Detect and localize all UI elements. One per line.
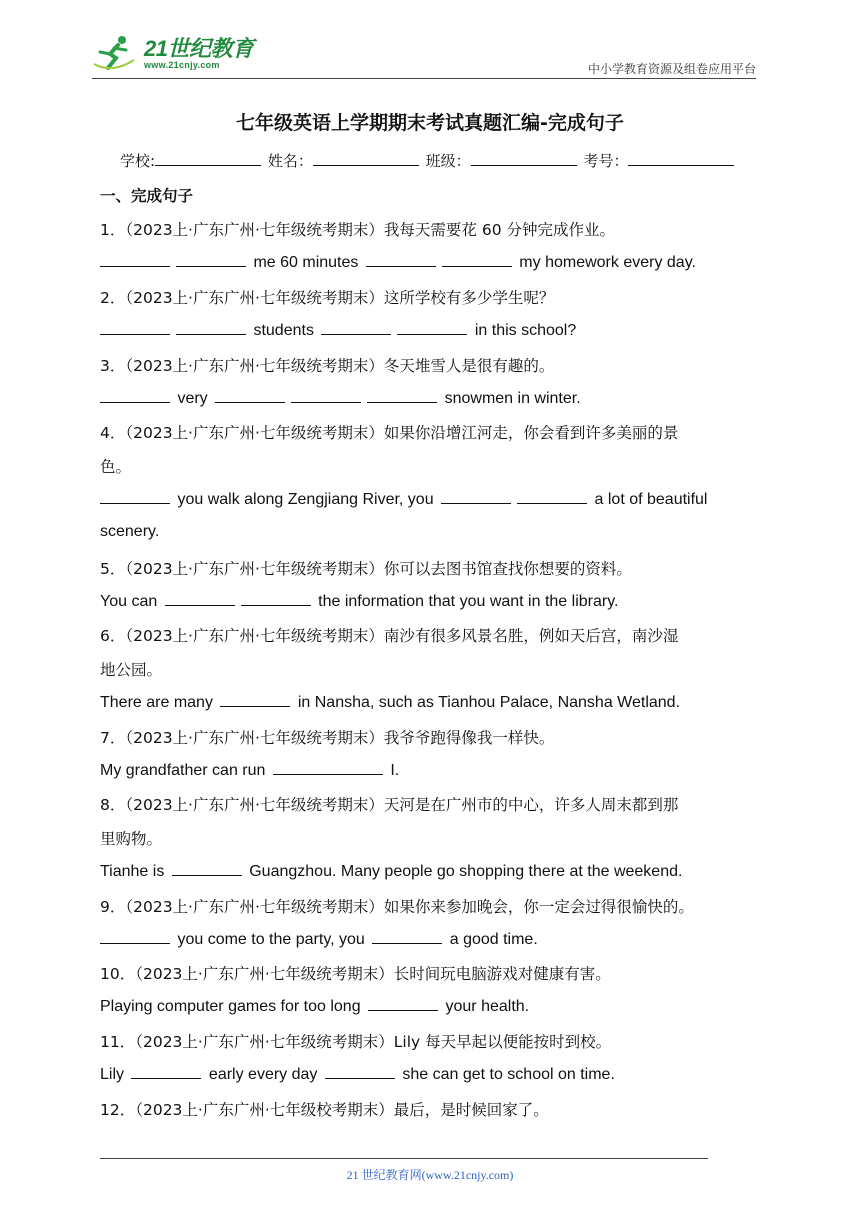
- student-info-row: [120, 150, 736, 171]
- answer-blank[interactable]: [366, 252, 436, 267]
- answer-blank[interactable]: [372, 929, 442, 944]
- header-tagline: 中小学教育资源及组卷应用平台: [587, 62, 756, 76]
- answer-blank[interactable]: [176, 320, 246, 335]
- question-2-prompt: 2．（2023上·广东广州·七年级统考期末）这所学校有多少学生呢？: [100, 289, 555, 307]
- question-7-prompt: 7．（2023上·广东广州·七年级统考期末）我爷爷跑得像我一样快。: [100, 729, 555, 747]
- question-1-sentence: [100, 252, 696, 272]
- question-6-prompt: 6．（2023上·广东广州·七年级统考期末）南沙有很多风景名胜，例如天后宫，南沙湿: [100, 627, 679, 645]
- number-blank[interactable]: [628, 151, 734, 166]
- sentence-text: You can: [100, 593, 158, 610]
- answer-blank[interactable]: [176, 252, 246, 267]
- site-logo: [92, 30, 262, 74]
- question-10-prompt: 10．（2023上·广东广州·七年级统考期末）长时间玩电脑游戏对健康有害。: [100, 965, 611, 983]
- question-5-prompt: 5．（2023上·广东广州·七年级统考期末）你可以去图书馆查找你想要的资料。: [100, 560, 632, 578]
- sentence-text: There are many: [100, 694, 213, 711]
- question-8-prompt-cont: 里购物。: [100, 830, 163, 848]
- answer-blank[interactable]: [367, 388, 437, 403]
- header-divider: [92, 78, 756, 79]
- answer-blank[interactable]: [172, 861, 242, 876]
- sentence-text: Lily: [100, 1066, 125, 1083]
- question-6-sentence: [100, 692, 680, 712]
- answer-blank[interactable]: [241, 591, 311, 606]
- name-label: 姓名：: [267, 152, 313, 170]
- sentence-text: a lot of beautiful: [594, 491, 708, 508]
- question-7-sentence: [100, 760, 399, 780]
- question-11-sentence: [100, 1064, 615, 1084]
- sentence-text: she can get to school on time.: [402, 1066, 615, 1083]
- sentence-text: Guangzhou. Many people go shopping there at the weekend.: [249, 863, 683, 880]
- question-8-prompt: 8．（2023上·广东广州·七年级统考期末）天河是在广州市的中心，许多人周末都到那: [100, 796, 679, 814]
- answer-blank[interactable]: [100, 929, 170, 944]
- school-blank[interactable]: [155, 151, 261, 166]
- sentence-text: in this school?: [474, 322, 577, 339]
- answer-blank[interactable]: [442, 252, 512, 267]
- question-4-sentence-cont: scenery.: [100, 523, 160, 540]
- question-4-sentence: [100, 489, 707, 509]
- answer-blank[interactable]: [165, 591, 235, 606]
- runner-logo-icon: [92, 34, 136, 72]
- question-9-sentence: [100, 929, 538, 949]
- sentence-text: early every day: [208, 1066, 318, 1083]
- page-header: [92, 30, 756, 78]
- sentence-text: you come to the party, you: [177, 931, 365, 948]
- sentence-text: Tianhe is: [100, 863, 165, 880]
- sentence-text: the information that you want in the library.: [318, 593, 619, 610]
- answer-blank[interactable]: [100, 252, 170, 267]
- question-3-prompt: 3．（2023上·广东广州·七年级统考期末）冬天堆雪人是很有趣的。: [100, 357, 555, 375]
- answer-blank[interactable]: [100, 320, 170, 335]
- footer-divider: [100, 1158, 708, 1159]
- answer-blank[interactable]: [131, 1064, 201, 1079]
- sentence-text: I.: [390, 762, 400, 779]
- class-label: 班级：: [425, 152, 471, 170]
- question-10-sentence: [100, 996, 529, 1016]
- sentence-text: in Nansha, such as Tianhou Palace, Nansha Wetland.: [297, 694, 681, 711]
- sentence-text: a good time.: [449, 931, 538, 948]
- name-blank[interactable]: [313, 151, 419, 166]
- question-9-prompt: 9．（2023上·广东广州·七年级统考期末）如果你来参加晚会，你一定会过得很愉快的。: [100, 898, 694, 916]
- page-footer: 21 世纪教育网(www.21cnjy.com): [346, 1168, 514, 1182]
- class-blank[interactable]: [471, 151, 577, 166]
- sentence-text: you walk along Zengjiang River, you: [177, 491, 434, 508]
- answer-blank[interactable]: [517, 489, 587, 504]
- question-11-prompt: 11．（2023上·广东广州·七年级统考期末）Lily 每天早起以便能按时到校。: [100, 1033, 612, 1051]
- sentence-text: my homework every day.: [519, 254, 696, 271]
- answer-blank[interactable]: [273, 760, 383, 775]
- page-title: 七年级英语上学期期末考试真题汇编-完成句子: [236, 112, 624, 134]
- sentence-text: your health.: [445, 998, 530, 1015]
- answer-blank[interactable]: [368, 996, 438, 1011]
- question-5-sentence: [100, 591, 618, 611]
- answer-blank[interactable]: [325, 1064, 395, 1079]
- number-label: 考号：: [583, 152, 629, 170]
- answer-blank[interactable]: [321, 320, 391, 335]
- logo-url: www.21cnjy.com: [144, 60, 220, 70]
- logo-text: 21世纪教育: [144, 36, 254, 61]
- sentence-text: students: [253, 322, 314, 339]
- answer-blank[interactable]: [100, 388, 170, 403]
- question-12-prompt: 12．（2023上·广东广州·七年级校考期末）最后，是时候回家了。: [100, 1101, 549, 1119]
- answer-blank[interactable]: [215, 388, 285, 403]
- question-3-sentence: [100, 388, 581, 408]
- question-1-prompt: 1．（2023上·广东广州·七年级统考期末）我每天需要花 60 分钟完成作业。: [100, 221, 615, 239]
- answer-blank[interactable]: [291, 388, 361, 403]
- answer-blank[interactable]: [441, 489, 511, 504]
- section-heading: 一、完成句子: [100, 187, 194, 205]
- sentence-text: My grandfather can run: [100, 762, 266, 779]
- question-4-prompt: 4．（2023上·广东广州·七年级统考期末）如果你沿增江河走，你会看到许多美丽的景: [100, 424, 679, 442]
- answer-blank[interactable]: [100, 489, 170, 504]
- question-2-sentence: [100, 320, 576, 340]
- sentence-text: snowmen in winter.: [444, 390, 581, 407]
- sentence-text: Playing computer games for too long: [100, 998, 361, 1015]
- question-4-prompt-cont: 色。: [100, 458, 132, 476]
- question-8-sentence: [100, 861, 682, 881]
- sentence-text: me 60 minutes: [253, 254, 359, 271]
- sentence-text: very: [177, 390, 208, 407]
- answer-blank[interactable]: [220, 692, 290, 707]
- school-label: 学校:: [120, 152, 156, 170]
- answer-blank[interactable]: [397, 320, 467, 335]
- question-6-prompt-cont: 地公园。: [100, 661, 163, 679]
